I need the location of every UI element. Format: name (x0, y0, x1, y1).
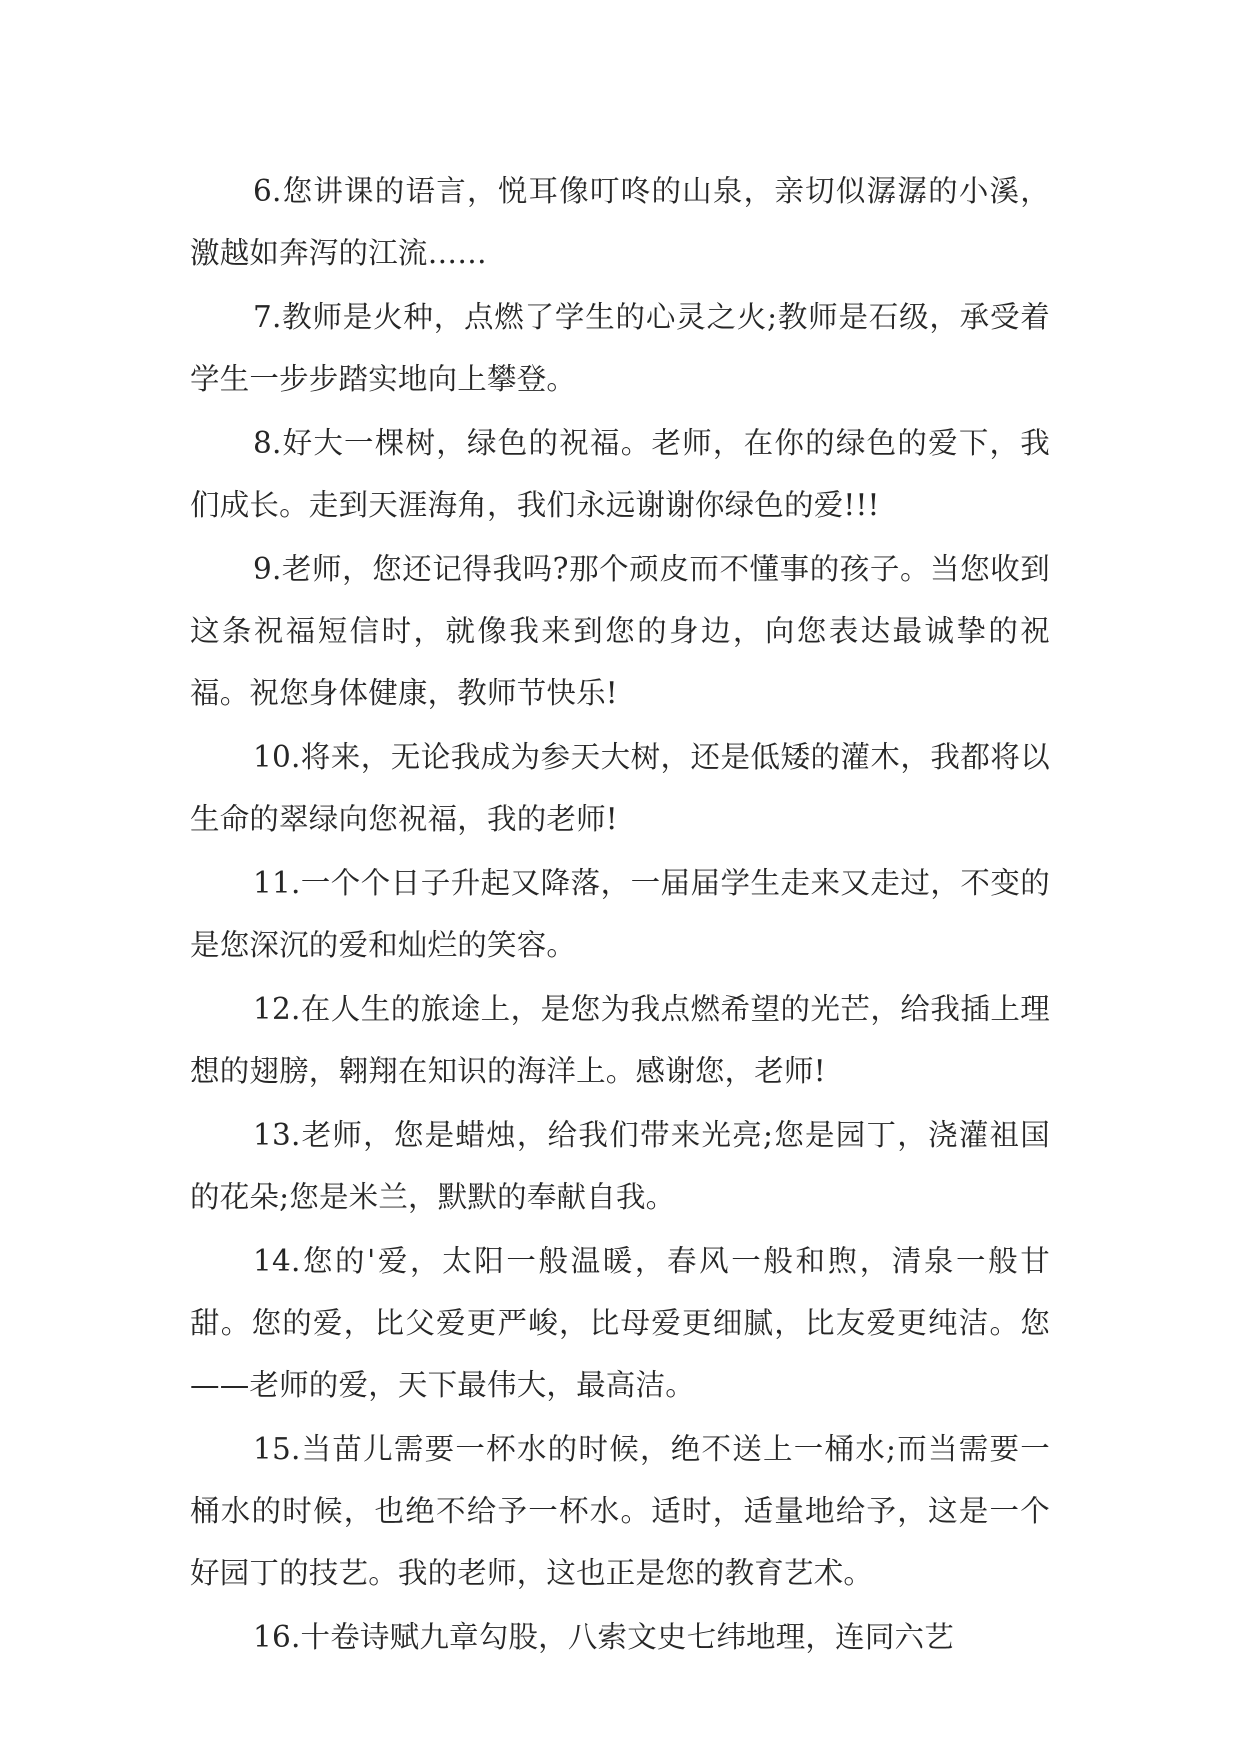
paragraph-15: 15.当苗儿需要一杯水的时候，绝不送上一桶水;而当需要一桶水的时候，也绝不给予一杯水。适时，适量地给予，这是一个好园丁的技艺。我的老师，这也正是您的教育艺术。 (190, 1432, 1050, 1590)
document-body (190, 160, 1050, 1670)
paragraph-10: 10.将来，无论我成为参天大树，还是低矮的灌木，我都将以生命的翠绿向您祝福，我的老师! (190, 740, 1050, 836)
paragraph-7: 7.教师是火种，点燃了学生的心灵之火;教师是石级，承受着学生一步步踏实地向上攀登。 (190, 300, 1050, 396)
paragraph-12: 12.在人生的旅途上，是您为我点燃希望的光芒，给我插上理想的翅膀，翱翔在知识的海洋上。感谢您，老师! (190, 992, 1050, 1088)
paragraph-14: 14.您的'爱，太阳一般温暖，春风一般和煦，清泉一般甘甜。您的爱，比父爱更严峻，比母爱更细腻，比友爱更纯洁。您——老师的爱，天下最伟大，最高洁。 (190, 1244, 1050, 1402)
paragraph-11: 11.一个个日子升起又降落，一届届学生走来又走过，不变的是您深沉的爱和灿烂的笑容。 (190, 866, 1050, 962)
paragraph-16: 16.十卷诗赋九章勾股，八索文史七纬地理，连同六艺 (253, 1620, 954, 1654)
paragraph-8: 8.好大一棵树，绿色的祝福。老师，在你的绿色的爱下，我们成长。走到天涯海角，我们永远谢谢你绿色的爱!!! (190, 426, 1050, 522)
paragraph-6: 6.您讲课的语言，悦耳像叮咚的山泉，亲切似潺潺的小溪，激越如奔泻的江流…… (190, 174, 1050, 270)
paragraph-9: 9.老师，您还记得我吗?那个顽皮而不懂事的孩子。当您收到这条祝福短信时，就像我来到您的身边，向您表达最诚挚的祝福。祝您身体健康，教师节快乐! (190, 552, 1050, 710)
paragraph-13: 13.老师，您是蜡烛，给我们带来光亮;您是园丁，浇灌祖国的花朵;您是米兰，默默的奉献自我。 (190, 1118, 1050, 1214)
